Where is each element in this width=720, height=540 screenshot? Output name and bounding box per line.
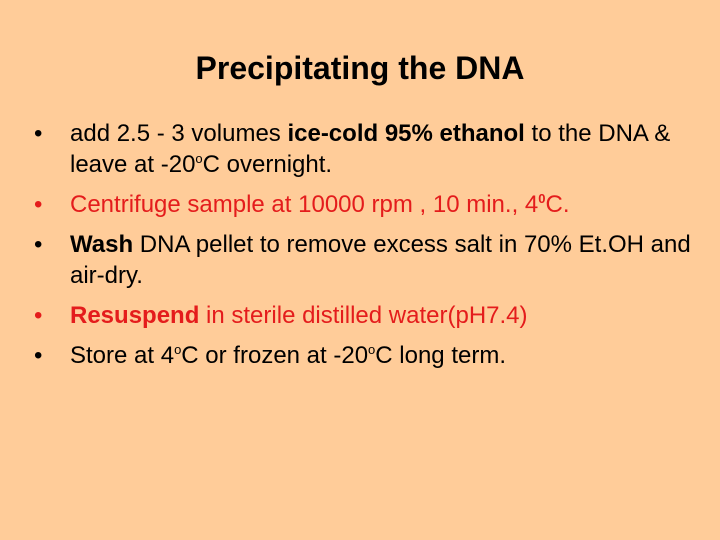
bullet-text: DNA pellet to remove excess salt in 70% Et.OH and air-dry. (70, 231, 691, 289)
slide-title: Precipitating the DNA (195, 50, 525, 86)
bullet-marker: • (34, 191, 43, 218)
superscript: o (174, 342, 182, 357)
bullet-text: C or frozen at -20 (181, 342, 369, 369)
bullet-text-bold: ice-cold 95% ethanol (287, 120, 525, 147)
bullet-text-bold: Wash (70, 231, 134, 258)
bullet-text: in sterile distilled water(pH7.4) (199, 302, 528, 329)
bullet-marker: • (34, 231, 43, 258)
bullet-item-4 (34, 300, 694, 331)
bullet-marker: • (34, 120, 43, 147)
superscript: o (368, 342, 376, 357)
bullet-item-2 (34, 189, 694, 220)
bullet-marker: • (34, 342, 43, 369)
bullet-item-1 (34, 118, 694, 180)
bullet-text: Store at 4 (70, 342, 175, 369)
superscript: o (195, 151, 203, 166)
bullet-text: add 2.5 - 3 volumes (70, 120, 288, 147)
bullet-text: C long term. (375, 342, 506, 369)
bullet-text: C overnight. (202, 151, 333, 178)
bullet-list (34, 118, 694, 380)
bullet-text: to the DNA & leave at -20 (70, 120, 671, 178)
bullet-item-5 (34, 340, 694, 371)
bullet-item-3 (34, 229, 694, 291)
bullet-text-bold: Resuspend (70, 302, 200, 329)
superscript: 0 (538, 191, 546, 206)
bullet-text: C. (545, 191, 570, 218)
bullet-text: Centrifuge sample at 10000 rpm , 10 min., 4 (70, 191, 539, 218)
bullet-marker: • (34, 302, 43, 329)
